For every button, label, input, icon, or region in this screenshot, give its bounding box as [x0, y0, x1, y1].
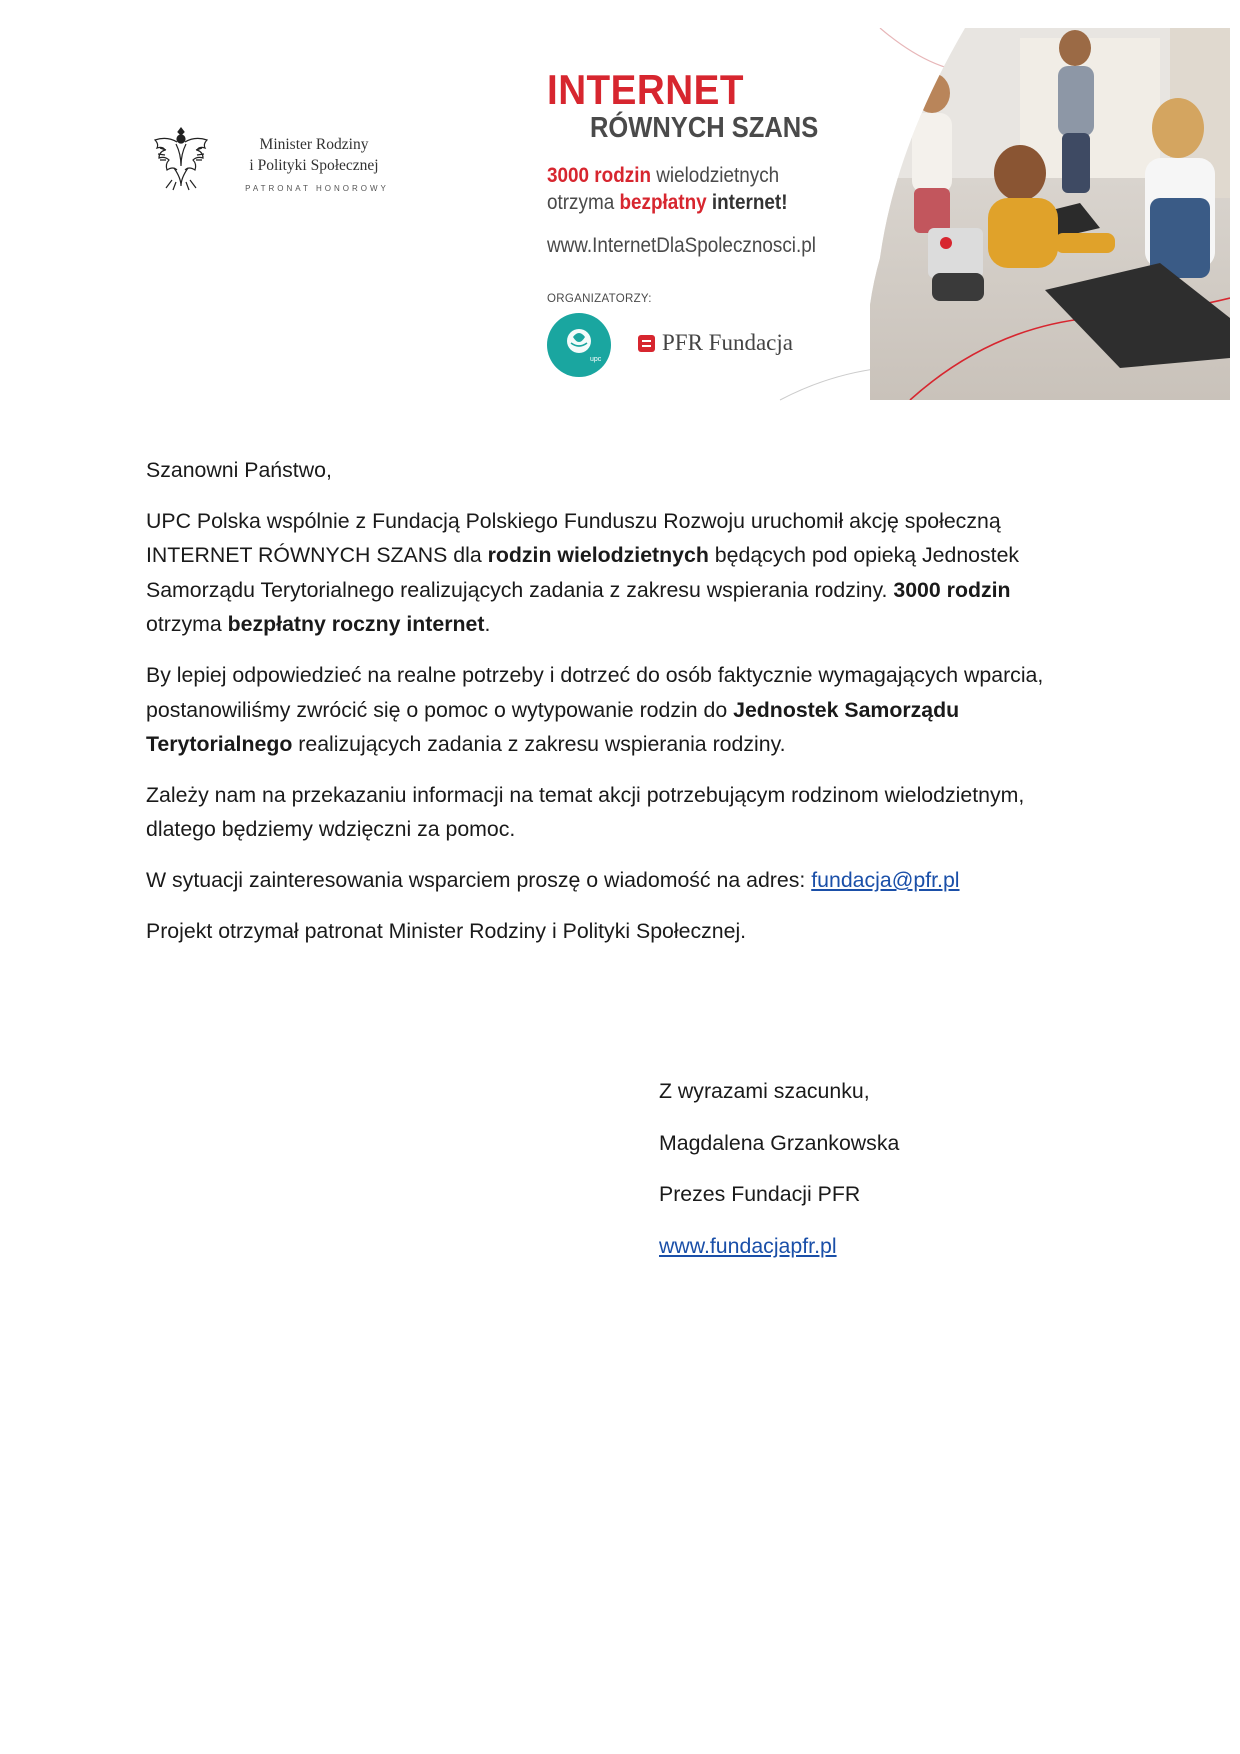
pfr-mark-icon [638, 335, 655, 352]
ministry-name-line1: Minister Rodziny [259, 136, 369, 153]
banner-line-families [547, 164, 779, 188]
banner-line-free-internet [547, 191, 787, 215]
signature-role: Prezes Fundacji PFR [659, 1182, 861, 1207]
banner-families-count: 3000 rodzin [547, 164, 651, 187]
contact-email-link[interactable]: fundacja@pfr.pl [811, 867, 960, 892]
banner-families-rest: wielodzietnych [650, 164, 780, 187]
upc-logo-icon [547, 313, 611, 377]
letter-paragraph-5: Projekt otrzymał patronat Minister Rodziny i Polityki Społecznej. [146, 918, 747, 943]
p2-bold-jst: Jednostek Samorządu Terytorialnego [146, 697, 960, 757]
campaign-banner [530, 28, 1230, 403]
banner-internet-word: internet! [706, 191, 788, 214]
p1-bold-families: rodzin wielodzietnych [487, 543, 709, 568]
banner-line2-start: otrzyma [547, 191, 620, 214]
p1-text-1: UPC Polska wspólnie z Fundacją Polskiego Funduszu Rozwoju uruchomił akcję społeczną INTERNET RÓWNYCH SZANS dla [146, 508, 1001, 568]
signature-block [659, 1074, 899, 1280]
p1-text-2: będących pod opieką Jednostek Samorządu Terytorialnego realizujących zadania z zakresu wspierania rodziny. [146, 543, 1020, 602]
children-robotics-photo [870, 28, 1230, 400]
signature-closing: Z wyrazami szacunku, [659, 1079, 870, 1103]
letter-paragraph-2 [146, 658, 1086, 762]
letter-paragraph-1 [146, 504, 1086, 642]
ministry-logo [148, 122, 398, 202]
p1-bold-free-internet: bezpłatny roczny internet [227, 612, 485, 637]
p1-text-4: . [484, 612, 491, 637]
pfr-fundacja-logo [638, 330, 793, 356]
banner-campaign-url: www.InternetDlaSpolecznosci.pl [547, 234, 816, 257]
banner-organizers-label: ORGANIZATORZY: [547, 293, 652, 305]
p1-text-3: otrzyma [146, 612, 228, 637]
polish-eagle-emblem-icon [148, 122, 214, 192]
letter-paragraph-3: Zależy nam na przekazaniu informacji na temat akcji potrzebującym rodzinom wielodzietnym, dlatego będziemy wdzięczni za pomoc. [146, 782, 1025, 842]
p4-text-1: W sytuacji zainteresowania wsparciem proszę o wiadomość na adres: [146, 867, 812, 892]
p2-text-2: realizujących zadania z zakresu wspierania rodziny. [292, 732, 786, 757]
p2-text-1: By lepiej odpowiedzieć na realne potrzeby i dotrzeć do osób faktycznie wymagających wparcia, postanowiliśmy zwrócić się o pomoc o wytypowanie rodzin do [146, 662, 1044, 722]
ministry-name [230, 134, 398, 176]
ministry-patronage-label: PATRONAT HONOROWY [245, 184, 389, 193]
ministry-name-line2: i Polityki Społecznej [249, 157, 379, 174]
letter-body [146, 453, 1086, 964]
banner-title-rownych-szans: RÓWNYCH SZANS [590, 112, 819, 144]
foundation-website-link[interactable]: www.fundacjapfr.pl [659, 1233, 837, 1258]
signature-name: Magdalena Grzankowska [659, 1130, 900, 1155]
pfr-fundacja-text: PFR Fundacja [662, 330, 793, 355]
upc-logo [547, 313, 611, 377]
letter-paragraph-4 [146, 863, 1086, 898]
upc-logo-text: upc [590, 356, 602, 363]
letter-greeting: Szanowni Państwo, [146, 458, 332, 482]
p1-bold-count: 3000 rodzin [893, 577, 1011, 602]
banner-title-internet: INTERNET [547, 66, 744, 113]
banner-free-word: bezpłatny [619, 191, 707, 214]
